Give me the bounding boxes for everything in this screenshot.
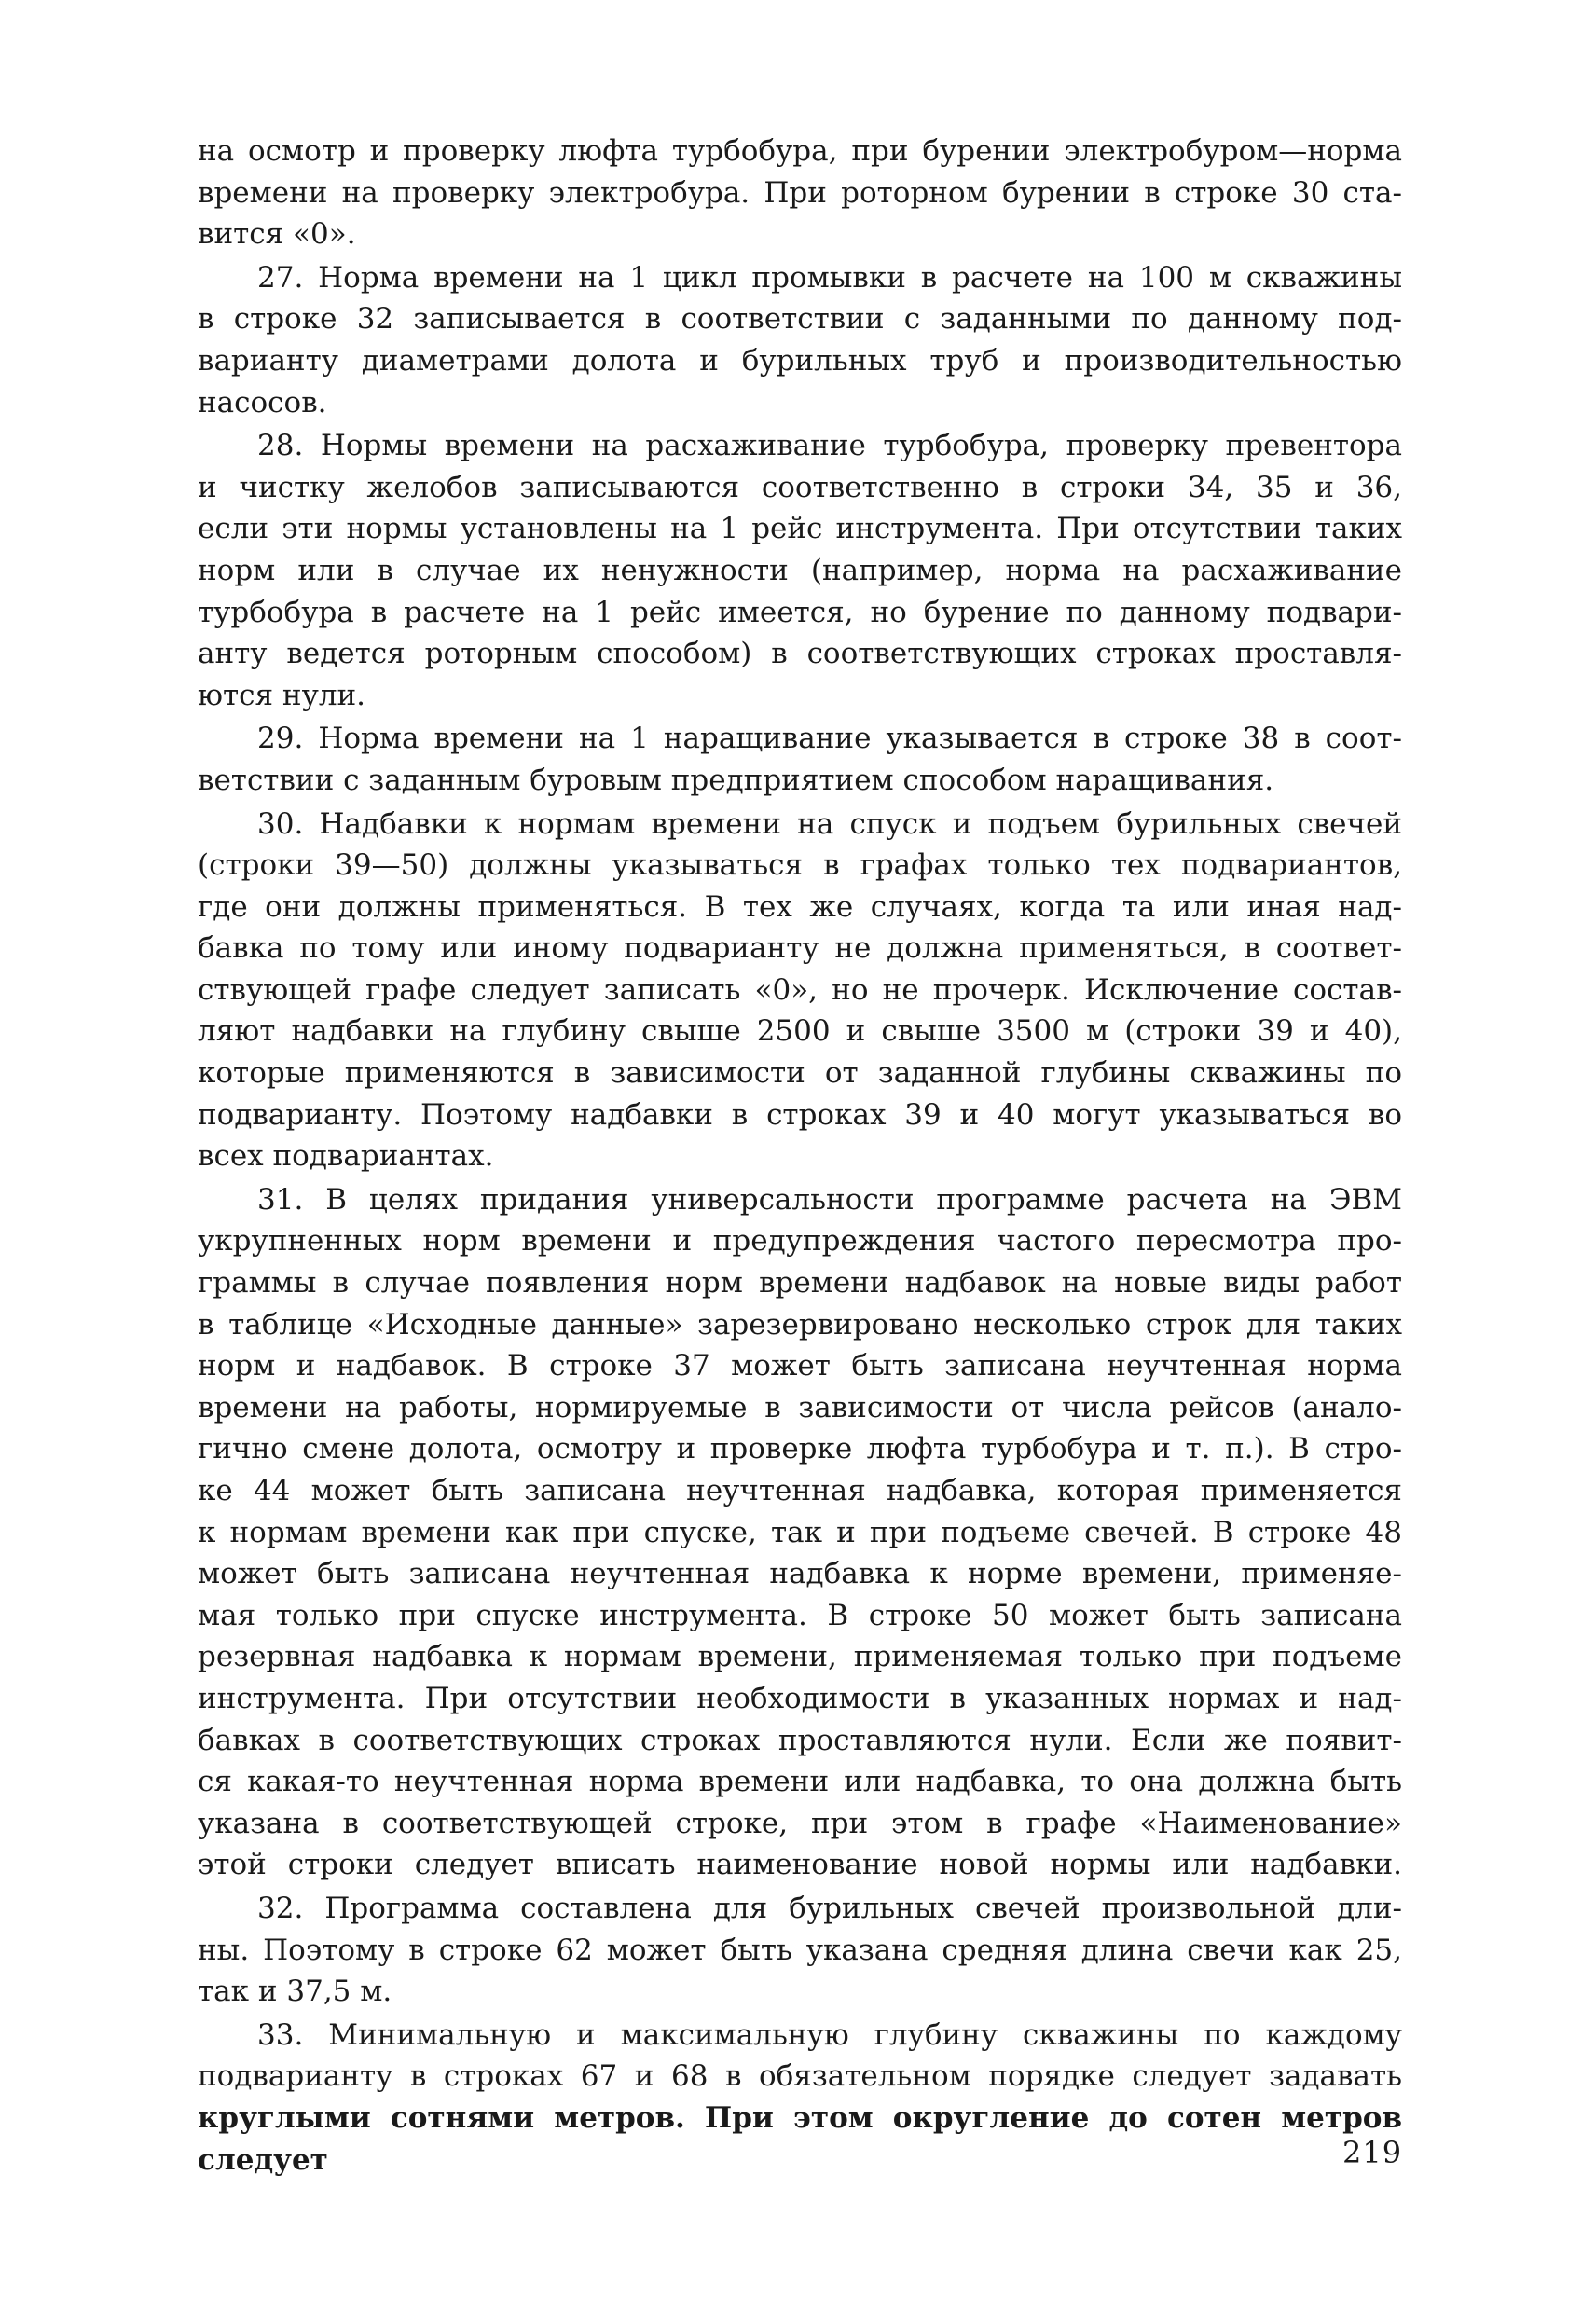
text-line: ны. Поэтому в строке 62 может быть указана средняя длина свечи как 25, (198, 1933, 1402, 1967)
text-line: варианту диаметрами долота и бурильных труб и производительностью (198, 343, 1402, 378)
text-line: этой строки следует вписать наименование новой нормы или надбавки. (198, 1848, 1402, 1882)
text-line: времени на проверку электробура. При роторном бурении в строке 30 ста- (198, 175, 1402, 210)
text-line: 32. Программа составлена для бурильных свечей произвольной дли- (257, 1891, 1402, 1925)
text-line: времени на работы, нормируемые в зависимости от числа рейсов (анало- (198, 1390, 1402, 1424)
paragraph-27 (198, 257, 1402, 423)
paragraph-continuation (198, 131, 1402, 255)
text-line: может быть записана неучтенная надбавка к норме времени, применяе- (198, 1557, 1402, 1591)
text-line: граммы в случае появления норм времени надбавок на новые виды работ (198, 1266, 1402, 1300)
text-line: в таблице «Исходные данные» зарезервировано несколько строк для таких (198, 1307, 1402, 1342)
text-line: укрупненных норм времени и предупреждения частого пересмотра про- (198, 1224, 1402, 1259)
paragraph-29 (198, 718, 1402, 801)
text-line: которые применяются в зависимости от заданной глубины скважины по (198, 1056, 1402, 1091)
text-line: бавка по тому или иному подварианту не должна применяться, в соответ- (198, 931, 1402, 966)
text-line: норм или в случае их ненужности (например, норма на расхаживание (198, 553, 1402, 587)
paragraph-32 (198, 1888, 1402, 2013)
text-line: мая только при спуске инструмента. В строке 50 может быть записана (198, 1598, 1402, 1632)
text-line: где они должны применяться. В тех же случаях, когда та или иная над- (198, 889, 1402, 924)
text-line: ствующей графе следует записать «0», но не прочерк. Исключение состав- (198, 972, 1402, 1007)
paragraph-28 (198, 425, 1402, 716)
text-line: 31. В целях придания универсальности программе расчета на ЭВМ (257, 1182, 1402, 1217)
text-line: насосов. (198, 385, 327, 420)
text-line: круглыми сотнями метров. При этом округление до сотен метров следует (198, 2100, 1402, 2177)
text-line: ляют надбавки на глубину свыше 2500 и свыше 3500 м (строки 39 и 40), (198, 1014, 1402, 1049)
text-line: 28. Нормы времени на расхаживание турбобура, проверку превентора (257, 429, 1402, 463)
text-line: ветствии с заданным буровым предприятием способом наращивания. (198, 763, 1274, 797)
text-line: норм и надбавок. В строке 37 может быть записана неучтенная норма (198, 1349, 1402, 1383)
text-line: если эти нормы установлены на 1 рейс инструмента. При отсутствии таких (198, 512, 1402, 546)
text-line: гично смене долота, осмотру и проверке люфта турбобура и т. п.). В стро- (198, 1432, 1402, 1466)
text-line: 33. Минимальную и максимальную глубину скважины по каждому (257, 2017, 1402, 2052)
text-line: резервная надбавка к нормам времени, применяемая только при подъеме (198, 1640, 1402, 1674)
text-line: ся какая-то неучтенная норма времени или надбавка, то она должна быть (198, 1765, 1402, 1799)
page-body (198, 131, 1402, 2181)
text-line: вится «0». (198, 217, 356, 252)
text-line: бавках в соответствующих строках проставляются нули. Если же появит- (198, 1723, 1402, 1757)
text-line: и чистку желобов записываются соответственно в строки 34, 35 и 36, (198, 470, 1402, 504)
text-line: к нормам времени как при спуске, так и при подъеме свечей. В строке 48 (198, 1515, 1402, 1549)
text-line: так и 37,5 м. (198, 1975, 392, 2009)
page-number: 219 (1342, 2135, 1403, 2170)
text-line: турбобура в расчете на 1 рейс имеется, но бурение по данному подвари- (198, 595, 1402, 629)
paragraph-33 (198, 2015, 1402, 2181)
text-line: 27. Норма времени на 1 цикл промывки в расчете на 100 м скважины (257, 260, 1402, 295)
text-line: подварианту в строках 67 и 68 в обязательном порядке следует задавать (198, 2059, 1402, 2094)
text-line: ются нули. (198, 678, 366, 712)
paragraph-31 (198, 1179, 1402, 1886)
text-line: 30. Надбавки к нормам времени на спуск и подъем бурильных свечей (257, 806, 1402, 841)
text-line: анту ведется роторным способом) в соответствующих строках проставля- (198, 637, 1402, 671)
text-line: на осмотр и проверку люфта турбобура, при бурении электробуром—норма (198, 134, 1402, 168)
text-line: в строке 32 записывается в соответствии с заданными по данному под- (198, 302, 1402, 337)
text-line: указана в соответствующей строке, при этом в графе «Наименование» (198, 1806, 1402, 1840)
text-line: инструмента. При отсутствии необходимости в указанных нормах и над- (198, 1681, 1402, 1715)
text-line: (строки 39—50) должны указываться в графах только тех подвариантов, (198, 848, 1402, 883)
text-line: 29. Норма времени на 1 наращивание указывается в строке 38 в соот- (257, 722, 1402, 756)
text-line: ке 44 может быть записана неучтенная надбавка, которая применяется (198, 1474, 1402, 1507)
paragraph-30 (198, 804, 1402, 1177)
text-line: подварианту. Поэтому надбавки в строках 39 и 40 могут указываться во (198, 1097, 1402, 1132)
text-line: всех подвариантах. (198, 1139, 494, 1174)
